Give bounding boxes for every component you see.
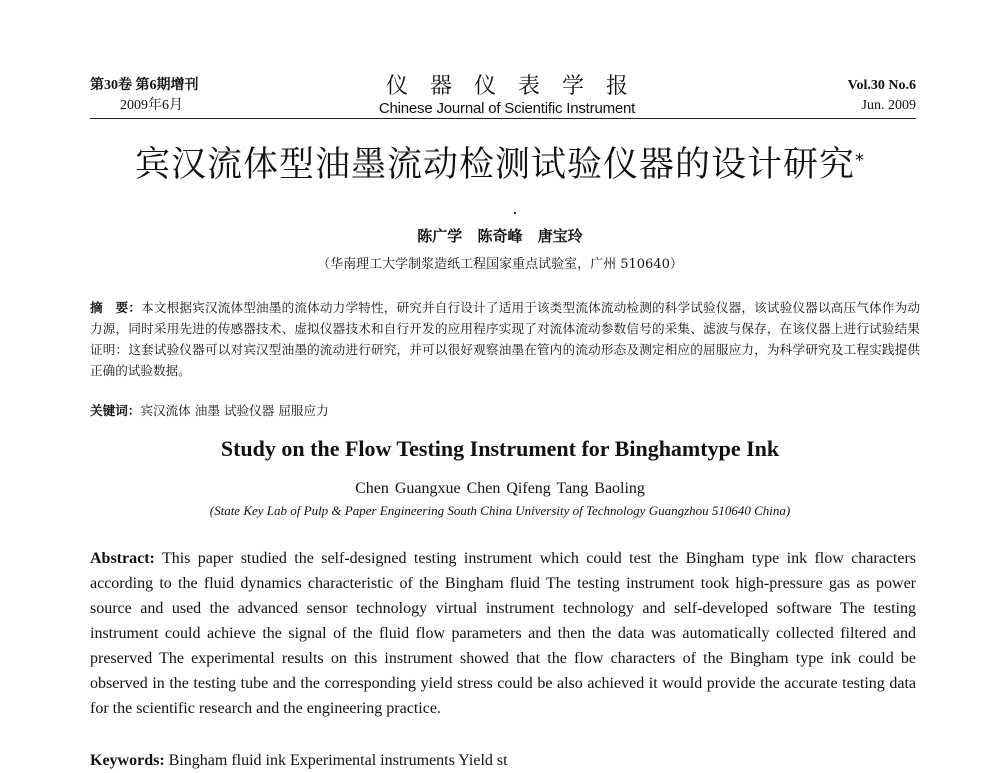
date-en: Jun. 2009 [861, 98, 916, 113]
abstract-cn-text: 本文根据宾汉流体型油墨的流体动力学特性，研究并自行设计了适用于该类型流体流动检测的科学试验仪器，该试验仪器以高压气体作为动力源，同时采用先进的传感器技术、虚拟仪器技术和自行开发的应用程序实现了对流体流动参数信号的采集、滤波与保存，在该仪器上进行试验结果证明：这套试验仪器可以对宾汉型油墨的流动进行研究，并可以很好观察油墨在管内的流动形态及测定相应的屈服应力，为科学研究及工程实践提供正确的试验数据。 [90, 300, 921, 378]
affiliation-cn: （华南理工大学制浆造纸工程国家重点试验室，广州 510640） [317, 257, 683, 272]
authors-en: Chen Guangxue Chen Qifeng Tang Baoling [355, 480, 645, 497]
keywords-en [90, 748, 916, 773]
abstract-cn [90, 297, 920, 381]
volume-issue: 第30卷 第6期增刊 [90, 78, 199, 93]
scan-dot [514, 212, 516, 214]
keywords-cn-text: 宾汉流体 油墨 试验仪器 屈服应力 [140, 403, 329, 418]
journal-name-en: Chinese Journal of Scientific Instrument [378, 100, 636, 117]
volume-issue-cn [90, 76, 199, 116]
date-cn: 2009年6月 [120, 98, 183, 113]
volume-number: Vol.30 No.6 [847, 78, 916, 93]
abstract-en [90, 546, 916, 721]
title-en: Study on the Flow Testing Instrument for Binghamtype Ink [220, 436, 780, 461]
header-rule [90, 118, 916, 119]
keywords-en-label: Keywords: [90, 752, 165, 769]
journal-header [90, 76, 916, 120]
abstract-en-label: Abstract: [90, 550, 155, 567]
title-cn-text: 宾汉流体型油墨流动检测试验仪器的设计研究 [134, 145, 855, 185]
abstract-cn-label: 摘 要： [90, 300, 142, 315]
keywords-cn-label: 关键词： [90, 403, 141, 418]
authors-cn: 陈广学 陈奇峰 唐宝玲 [417, 227, 583, 245]
title-footnote-mark: * [855, 150, 865, 171]
keywords-en-text: Bingham fluid ink Experimental instruments Yield st [164, 752, 508, 769]
abstract-en-text: This paper studied the self-designed testing instrument which could test the Bingham type ink flow characters according to the fluid dynamics characteristic of the Bingham fluid The testing instrument took high-pressure gas as power source and used the advanced sensor technology virtual instrument technology and self-developed software The testing instrument could achieve the signal of the fluid flow parameters and then the data was automatically collected filtered and preserved The experimental results on this instrument showed that the flow characters of the Bingham type ink could be observed in the testing tube and the corresponding yield stress could be also achieved it would provide the accurate testing data for the scientific research and the engineering practice. [90, 550, 916, 717]
journal-name [362, 76, 652, 120]
title-cn [0, 140, 1000, 190]
affiliation-en: (State Key Lab of Pulp & Paper Engineering South China University of Technology Guangzhou 510640 China) [209, 503, 791, 518]
journal-name-cn: 仪器仪表学报 [385, 74, 650, 99]
keywords-cn [90, 401, 920, 421]
volume-issue-en [848, 76, 916, 116]
